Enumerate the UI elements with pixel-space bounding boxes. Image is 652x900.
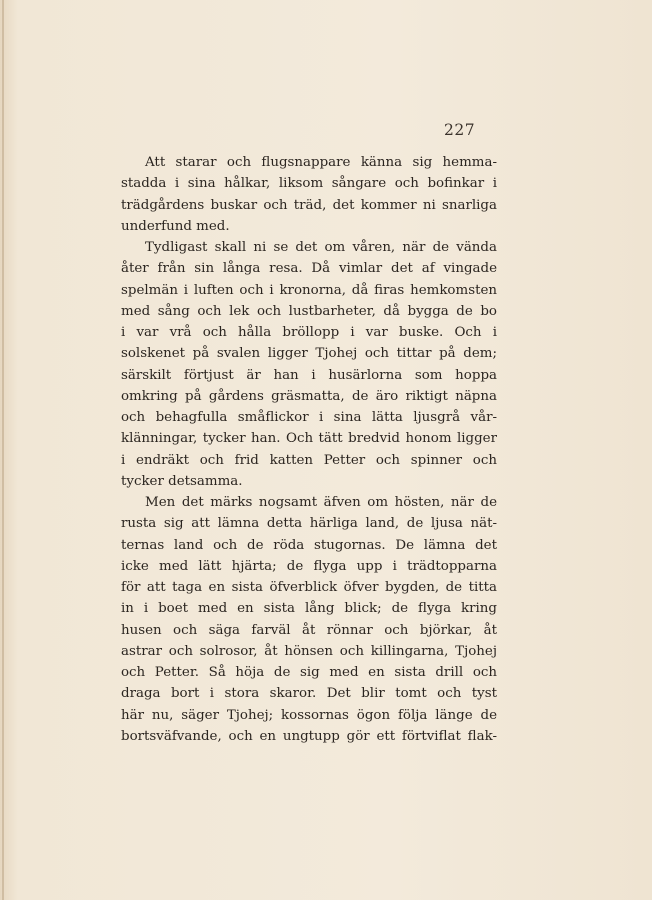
text-line: med sång och lek och lustbarheter, då bygga de bo (121, 303, 497, 319)
text-line: bortsväfvande, och en ungtupp gör ett förtviflat flak- (121, 728, 497, 744)
text-line: åter från sin långa resa. Då vimlar det af vingade (121, 261, 497, 277)
body-text (121, 152, 497, 747)
text-line: särskilt förtjust är han i husärlorna som hoppa (121, 367, 497, 383)
text-line: här nu, säger Tjohej; kossornas ögon följa länge de (121, 707, 497, 723)
text-line: draga bort i stora skaror. Det blir tomt och tyst (121, 686, 497, 702)
text-line: spelmän i luften och i kronorna, då firas hemkomsten (121, 282, 497, 298)
text-line: ternas land och de röda stugornas. De lämna det (121, 537, 497, 553)
text-line: klänningar, tycker han. Och tätt bredvid honom ligger (121, 431, 497, 447)
text-line: i endräkt och frid katten Petter och spinner och (121, 452, 497, 468)
text-line: och Petter. Så höja de sig med en sista drill och (121, 665, 497, 680)
page-number: 227 (444, 121, 476, 139)
text-line: astrar och solrosor, åt hönsen och killingarna, Tjohej (121, 643, 497, 659)
text-line: för att taga en sista öfverblick öfver bygden, de titta (121, 580, 497, 595)
text-line: stadda i sina hålkar, liksom sångare och bofinkar i (121, 176, 497, 192)
text-line: Att starar och flugsnappare känna sig hemma- (145, 155, 497, 170)
binding-gutter (2, 0, 4, 900)
text-line: icke med lätt hjärta; de flyga upp i trädtopparna (121, 558, 497, 574)
text-line: Tydligast skall ni se det om våren, när de vända (145, 240, 497, 255)
text-line: Men det märks nogsamt äfven om hösten, när de (145, 495, 497, 510)
text-line: husen och säga farväl åt rönnar och björkar, åt (121, 622, 497, 638)
text-line: trädgårdens buskar och träd, det kommer ni snarliga (121, 197, 497, 213)
text-line: rusta sig att lämna detta härliga land, de ljusa nät- (121, 516, 497, 532)
text-line: in i boet med en sista lång blick; de flyga kring (121, 601, 497, 617)
text-line: och behagfulla småflickor i sina lätta ljusgrå vår- (121, 410, 497, 425)
text-line: tycker detsamma. (121, 473, 243, 489)
text-line: i var vrå och hålla bröllopp i var buske. Och i (121, 325, 497, 340)
text-line: underfund med. (121, 218, 230, 234)
text-line: solskenet på svalen ligger Tjohej och tittar på dem; (121, 346, 497, 362)
text-line: omkring på gårdens gräsmatta, de äro riktigt näpna (121, 388, 497, 404)
